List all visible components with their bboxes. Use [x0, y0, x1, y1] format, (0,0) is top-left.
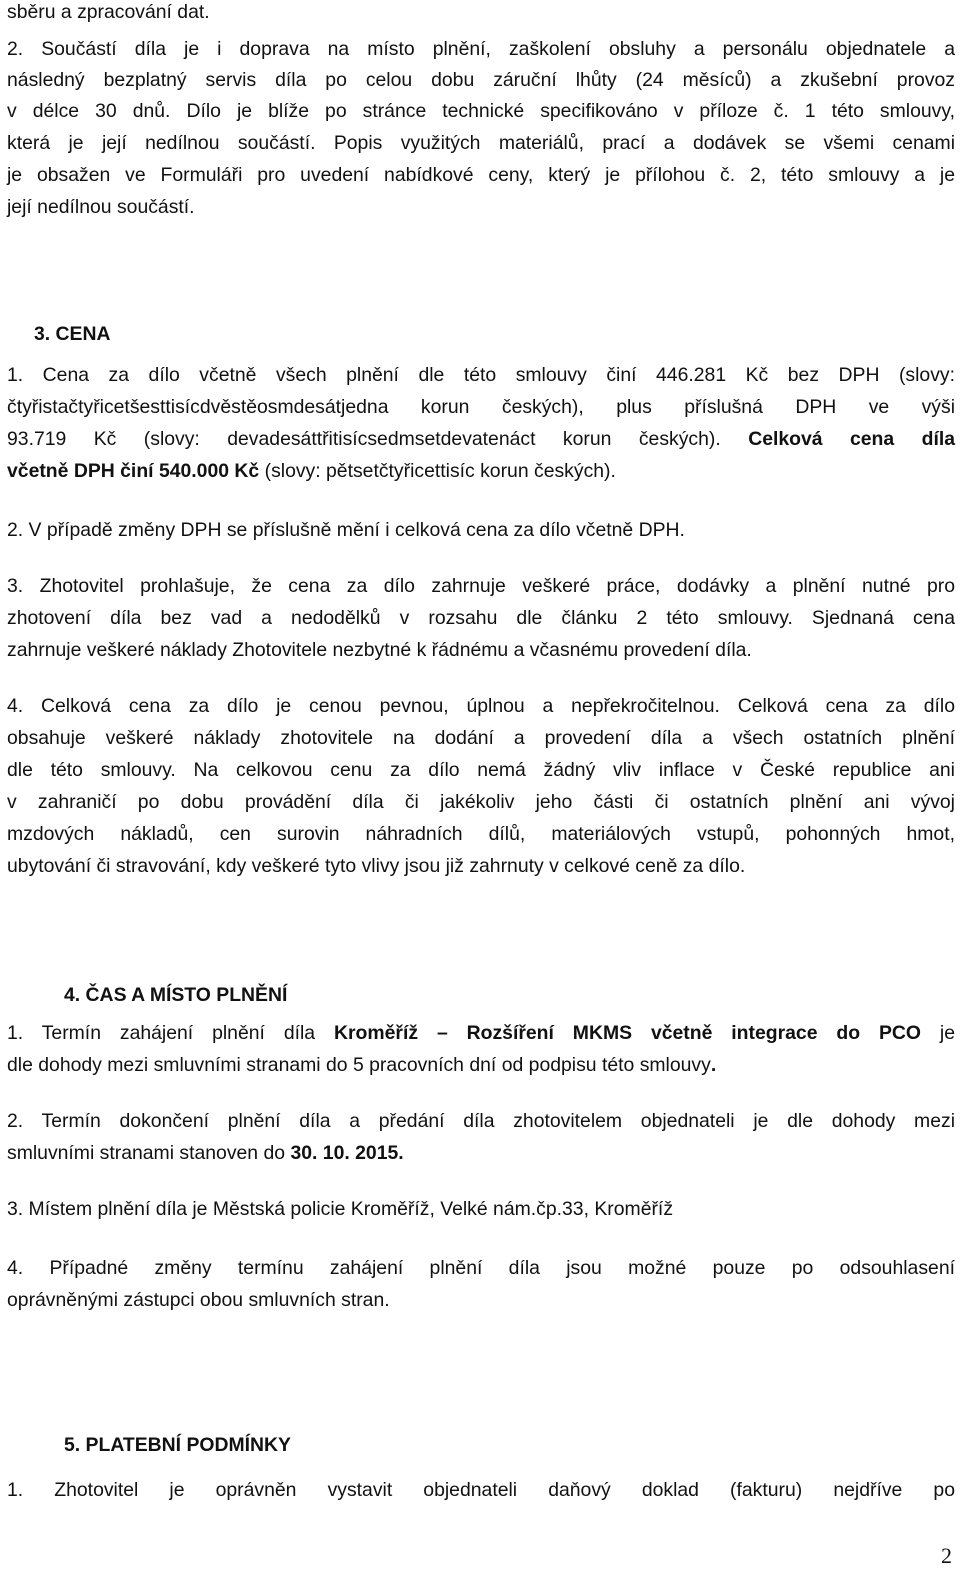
text-line — [7, 459, 616, 483]
text-line: následný bezplatný servis díla po celou dobu záruční lhůty (24 měsíců) a zkušební provoz — [7, 69, 955, 91]
text-run: je — [939, 1022, 956, 1044]
text-line: 1. Zhotovitel je oprávněn vystavit objednateli daňový doklad (fakturu) nejdříve po — [7, 1479, 955, 1501]
text-line: 3. Místem plnění díla je Městská policie Kroměříž, Velké nám.čp.33, Kroměříž — [7, 1198, 674, 1220]
bold-text: Kroměříž – Rozšíření MKMS včetně integrace do PCO — [334, 1022, 922, 1044]
bold-text: Celková cena díla — [748, 428, 956, 450]
text-line — [7, 427, 955, 451]
text-line — [7, 1141, 404, 1165]
bold-text: včetně DPH činí 540.000 Kč — [7, 460, 260, 482]
text-run: 93.719 Kč (slovy: devadesáttřitisícsedmsetdevatenáct korun českých). — [7, 428, 721, 450]
text-line: 2. Termín dokončení plnění díla a předání díla zhotovitelem objednateli je dle dohody mezi — [7, 1110, 955, 1132]
bold-text: . — [710, 1054, 717, 1076]
text-line: její nedílnou součástí. — [7, 196, 195, 218]
text-line: která je její nedílnou součástí. Popis využitých materiálů, prací a dodávek se všemi cenami — [7, 132, 955, 154]
text-line: 4. Případné změny termínu zahájení plnění díla jsou možné pouze po odsouhlasení — [7, 1257, 955, 1279]
section-heading: 5. PLATEBNÍ PODMÍNKY — [64, 1434, 291, 1456]
text-line: obsahuje veškeré náklady zhotovitele na dodání a provedení díla a všech ostatních plnění — [7, 727, 955, 749]
text-line: 2. Součástí díla je i doprava na místo plnění, zaškolení obsluhy a personálu objednatele a — [7, 38, 955, 60]
text-run: smluvními stranami stanoven do — [7, 1142, 286, 1164]
text-line: je obsažen ve Formuláři pro uvedení nabídkové ceny, který je přílohou č. 2, této smlouvy a je — [7, 164, 955, 186]
text-line — [7, 1021, 955, 1045]
text-line: v zahraničí po dobu provádění díla či jakékoliv jeho části či ostatních plnění ani vývoj — [7, 791, 955, 813]
section-heading: 4. ČAS A MÍSTO PLNĚNÍ — [64, 984, 288, 1006]
text-line: zhotovení díla bez vad a nedodělků v rozsahu dle článku 2 této smlouvy. Sjednaná cena — [7, 607, 955, 629]
bold-text: 30. 10. 2015. — [290, 1142, 404, 1164]
text-line: zahrnuje veškeré náklady Zhotovitele nezbytné k řádnému a včasnému provedení díla. — [7, 639, 752, 661]
text-line: 2. V případě změny DPH se příslušně mění i celková cena za dílo včetně DPH. — [7, 519, 685, 541]
text-line — [7, 1053, 716, 1077]
page-number: 2 — [941, 1543, 952, 1568]
text-run: (slovy: pětsetčtyřicettisíc korun českých). — [264, 460, 616, 482]
text-run: 1. Termín zahájení plnění díla — [7, 1022, 316, 1044]
text-line: 3. Zhotovitel prohlašuje, že cena za dílo zahrnuje veškeré práce, dodávky a plnění nutné pro — [7, 575, 955, 597]
text-line: v délce 30 dnů. Dílo je blíže po stránce technické specifikováno v příloze č. 1 této smlouvy, — [7, 100, 955, 122]
text-line: čtyřistačtyřicetšesttisícdvěstěosmdesátjedna korun českých), plus příslušná DPH ve výši — [7, 396, 955, 418]
text-line: mzdových nákladů, cen surovin náhradních dílů, materiálových vstupů, pohonných hmot, — [7, 823, 955, 845]
text-line: 4. Celková cena za dílo je cenou pevnou, úplnou a nepřekročitelnou. Celková cena za dílo — [7, 695, 955, 717]
section-heading: 3. CENA — [34, 323, 111, 345]
text-line: 1. Cena za dílo včetně všech plnění dle této smlouvy činí 446.281 Kč bez DPH (slovy: — [7, 364, 955, 386]
text-run: dle dohody mezi smluvními stranami do 5 pracovních dní od podpisu této smlouvy — [7, 1054, 711, 1076]
text-line: dle této smlouvy. Na celkovou cenu za dílo nemá žádný vliv inflace v České republice ani — [7, 759, 955, 781]
text-line: oprávněnými zástupci obou smluvních stran. — [7, 1289, 390, 1311]
text-line: sběru a zpracování dat. — [7, 1, 210, 23]
text-line: ubytování či stravování, kdy veškeré tyto vlivy jsou již zahrnuty v celkové ceně za dílo. — [7, 855, 746, 877]
